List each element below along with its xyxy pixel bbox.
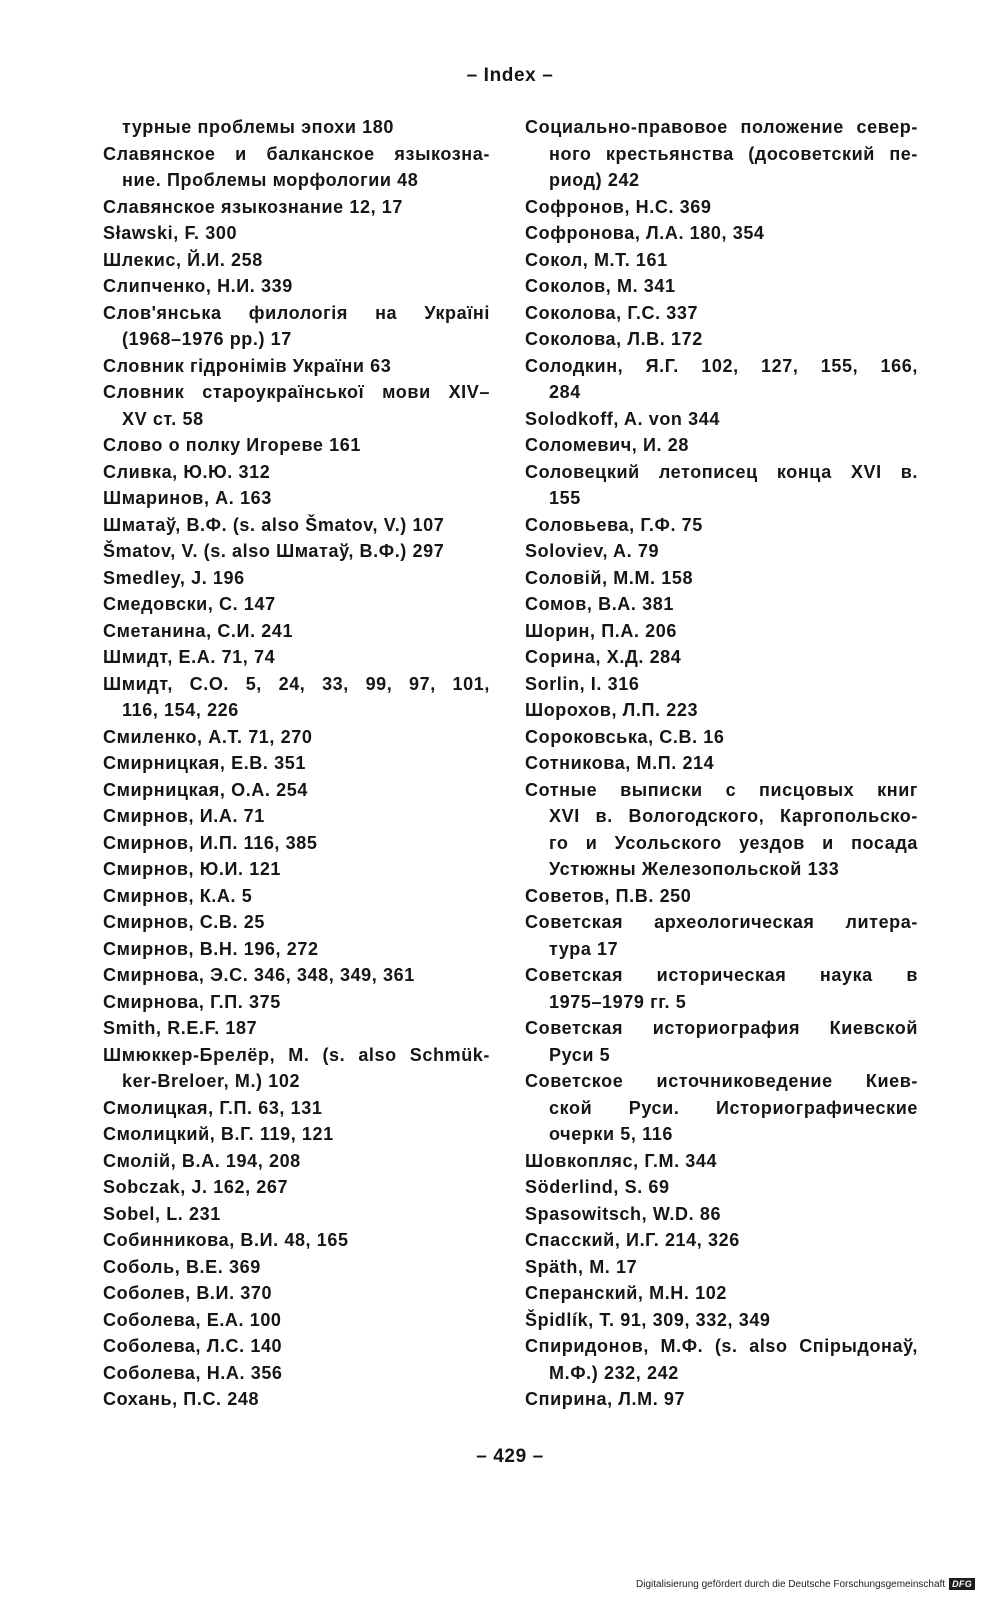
index-column-right	[525, 114, 918, 1413]
index-entry-line: Смирницкая, О.А. 254	[103, 779, 308, 800]
index-entry	[103, 989, 490, 1016]
index-entry-line: Смирнова, Г.П. 375	[103, 991, 281, 1012]
index-entry-line: ской Руси. Историографические	[549, 1097, 918, 1118]
index-entry	[525, 724, 918, 751]
index-entry-line: Слов'янська филологія на Україні	[103, 302, 490, 323]
index-entry-line: Solodkoff, A. von 344	[525, 408, 720, 429]
index-entry-line: XV ст. 58	[122, 408, 204, 429]
index-entry-line: Соболев, В.И. 370	[103, 1283, 273, 1303]
index-entry-line: М.Ф.) 232, 242	[549, 1362, 679, 1383]
index-entry	[525, 220, 918, 247]
index-entry-line: Шорин, П.А. 206	[525, 620, 677, 641]
index-entry-line: Шлекис, Й.И. 258	[103, 249, 263, 270]
index-entry-line: Сметанина, С.И. 241	[103, 620, 294, 641]
index-entry	[103, 353, 490, 380]
index-entry-line: 155	[549, 488, 581, 508]
index-entry-line: Смирнова, Э.С. 346, 348, 349, 361	[103, 965, 415, 985]
index-entry-line: Соловьева, Г.Ф. 75	[525, 514, 703, 535]
index-entry	[525, 1148, 918, 1175]
index-entry-line: Sobczak, J. 162, 267	[103, 1177, 289, 1197]
index-entry-line: Солодкин, Я.Г. 102, 127, 155, 166,	[525, 355, 918, 376]
index-entry	[103, 724, 490, 751]
index-entry-line: Соколова, Г.С. 337	[525, 302, 699, 323]
index-entry	[525, 273, 918, 300]
index-entry	[103, 1360, 490, 1387]
index-entry-line: 1975–1979 гг. 5	[549, 991, 687, 1012]
index-entry-line: Сокол, М.Т. 161	[525, 249, 668, 270]
index-entry-line: Сотные выписки с писцовых книг	[525, 779, 918, 800]
index-entry-line: Смирнов, Ю.И. 121	[103, 859, 282, 879]
index-entry	[103, 220, 490, 247]
index-entry	[525, 432, 918, 459]
index-entry	[103, 512, 490, 539]
index-entry-line: Советская историография Киевской	[525, 1018, 918, 1038]
index-entry-line: Словник староукраїнської мови XIV–	[103, 382, 490, 402]
index-entry-line: Славянское и балканское языкозна-	[103, 143, 490, 164]
index-entry-line: риод) 242	[549, 170, 640, 190]
index-entry	[103, 485, 490, 512]
index-entry-line: Смолицкий, В.Г. 119, 121	[103, 1124, 334, 1144]
index-entry	[525, 1280, 918, 1307]
index-entry	[525, 300, 918, 327]
index-entry-line: Сороковська, С.В. 16	[525, 726, 725, 747]
index-entry-line: Smith, R.E.F. 187	[103, 1018, 258, 1038]
index-entry-line: Смедовски, С. 147	[103, 594, 276, 614]
index-entry-line: Šmatov, V. (s. also Шматаў, В.Ф.) 297	[103, 541, 445, 561]
index-entry	[103, 618, 490, 645]
index-entry-line: Шорохов, Л.П. 223	[525, 700, 699, 720]
index-entry-line: Сомов, В.А. 381	[525, 594, 674, 614]
index-entry	[525, 883, 918, 910]
index-entry	[525, 644, 918, 671]
index-entry	[103, 194, 490, 221]
index-entry-line: Славянское языкознание 12, 17	[103, 196, 404, 217]
index-entry-line: Советов, П.В. 250	[525, 885, 692, 906]
index-entry	[103, 1227, 490, 1254]
index-entry-line: Spasowitsch, W.D. 86	[525, 1203, 722, 1224]
index-entry-line: Шмаринов, А. 163	[103, 488, 272, 508]
index-entry	[525, 538, 918, 565]
index-entry	[103, 856, 490, 883]
index-entry-line: ного крестьянства (досоветский пе-	[549, 143, 918, 164]
index-entry-line: Спиридонов, М.Ф. (s. also Спірыдонаў,	[525, 1336, 918, 1356]
index-entry	[525, 618, 918, 645]
digitization-footer	[636, 1578, 975, 1590]
index-entry	[103, 1201, 490, 1228]
index-entry-line: Смирнов, К.А. 5	[103, 885, 253, 906]
index-entry-line: Шмюккер-Брелёр, М. (s. also Schmük-	[103, 1044, 490, 1065]
index-entry	[103, 671, 490, 724]
index-entry-line: Смирницкая, Е.В. 351	[103, 753, 306, 773]
index-entry-line: 116, 154, 226	[122, 700, 239, 720]
index-entry-line: Словник гідронімів України 63	[103, 355, 392, 376]
index-entry	[525, 1068, 918, 1148]
index-entry	[103, 1254, 490, 1281]
index-entry-line: Soloviev, A. 79	[525, 541, 660, 561]
index-entry-line: Соболева, Е.А. 100	[103, 1309, 282, 1330]
index-entry	[525, 114, 918, 194]
index-entry-line: Смолицкая, Г.П. 63, 131	[103, 1097, 323, 1118]
index-entry-line: Смирнов, С.В. 25	[103, 912, 265, 932]
index-entry	[525, 1227, 918, 1254]
index-entry-line: Шмидт, Е.А. 71, 74	[103, 647, 276, 667]
index-entry	[103, 883, 490, 910]
index-entry	[525, 565, 918, 592]
index-entry	[103, 1386, 490, 1413]
index-entry-line: Советская историческая наука в	[525, 965, 918, 985]
index-entry-line: Sławski, F. 300	[103, 223, 238, 243]
index-entry-line: Söderlind, S. 69	[525, 1177, 670, 1197]
index-entry-line: Smedley, J. 196	[103, 567, 245, 588]
index-entry	[103, 909, 490, 936]
index-entry	[103, 1148, 490, 1175]
index-entry-line: Устюжны Железопольской 133	[549, 859, 840, 879]
index-entry	[103, 803, 490, 830]
index-entry-line: Соболева, Л.С. 140	[103, 1336, 283, 1356]
dfg-logo: DFG	[949, 1578, 975, 1590]
index-entry	[525, 1015, 918, 1068]
index-entry-line: XVI в. Вологодского, Каргопольско-	[549, 806, 918, 826]
continued-entry-line: турные проблемы эпохи 180	[122, 117, 394, 137]
index-entry-line: Софронова, Л.А. 180, 354	[525, 223, 765, 243]
index-entry	[525, 750, 918, 777]
index-entry-line: Спасский, И.Г. 214, 326	[525, 1230, 740, 1250]
index-entry	[525, 909, 918, 962]
index-entry	[525, 459, 918, 512]
index-entry-line: Späth, M. 17	[525, 1256, 638, 1277]
index-entry	[525, 1254, 918, 1281]
index-entry-line: очерки 5, 116	[549, 1124, 673, 1144]
index-entry-line: ние. Проблемы морфологии 48	[122, 170, 419, 190]
page-number: – 429 –	[476, 1446, 544, 1467]
index-entry-line: Смирнов, И.П. 116, 385	[103, 832, 318, 853]
running-head: – Index –	[466, 65, 554, 86]
index-entry-line: Шматаў, В.Ф. (s. also Šmatov, V.) 107	[103, 514, 445, 535]
index-entry	[103, 432, 490, 459]
index-entry	[525, 1386, 918, 1413]
index-entry	[103, 247, 490, 274]
index-entry-line: Слипченко, Н.И. 339	[103, 276, 293, 296]
index-entry	[525, 671, 918, 698]
index-entry	[103, 1095, 490, 1122]
index-entry-line: Слово о полку Игореве 161	[103, 435, 361, 455]
index-entry-line: Соболь, В.Е. 369	[103, 1256, 261, 1277]
index-entry	[525, 326, 918, 353]
index-entry-line: Сорина, Х.Д. 284	[525, 647, 682, 667]
index-entry	[525, 1333, 918, 1386]
index-entry-line: Соловецкий летописец конца XVI в.	[525, 461, 918, 482]
index-entry	[525, 1174, 918, 1201]
index-entry-line: Сперанский, М.Н. 102	[525, 1283, 727, 1303]
index-entry	[103, 1280, 490, 1307]
index-entry-line: Соколов, М. 341	[525, 276, 676, 296]
index-entry-line: Соболева, Н.А. 356	[103, 1362, 283, 1383]
index-entry	[525, 247, 918, 274]
index-entry	[103, 141, 490, 194]
index-entry-line: Сотникова, М.П. 214	[525, 753, 715, 773]
index-entry	[103, 750, 490, 777]
index-entry-line: Špidlík, T. 91, 309, 332, 349	[525, 1309, 771, 1330]
index-entry	[103, 1174, 490, 1201]
index-entry	[525, 962, 918, 1015]
index-entry	[103, 777, 490, 804]
index-entry	[525, 353, 918, 406]
index-entry	[103, 1042, 490, 1095]
index-entry-line: Sorlin, I. 316	[525, 673, 640, 694]
index-entry	[525, 194, 918, 221]
index-entry-line: Руси 5	[549, 1044, 611, 1065]
index-entry-line: Смолій, В.А. 194, 208	[103, 1150, 301, 1171]
index-entry-line: Собинникова, В.И. 48, 165	[103, 1230, 349, 1250]
index-entry-line: тура 17	[549, 938, 619, 959]
index-entry-line: Спирина, Л.М. 97	[525, 1389, 686, 1409]
index-entry-line: Соловій, М.М. 158	[525, 567, 694, 588]
index-entry	[103, 565, 490, 592]
index-entry-line: Соколова, Л.В. 172	[525, 329, 703, 349]
index-entry-line: Sobel, L. 231	[103, 1203, 221, 1224]
index-entry-line: Советское источниковедение Киев-	[525, 1071, 918, 1091]
index-entry	[525, 1307, 918, 1334]
index-entry-line: Сливка, Ю.Ю. 312	[103, 461, 271, 482]
index-entry	[525, 697, 918, 724]
index-entry	[103, 379, 490, 432]
index-entry-line: 284	[549, 382, 581, 402]
index-entry	[103, 591, 490, 618]
index-entry-line: Советская археологическая литера-	[525, 912, 918, 932]
index-column-left	[103, 114, 490, 1413]
index-entry	[525, 1201, 918, 1228]
index-entry	[525, 406, 918, 433]
index-entry	[103, 1333, 490, 1360]
index-entry-line: го и Усольского уездов и посада	[549, 832, 918, 853]
index-entry	[525, 512, 918, 539]
index-entry	[103, 936, 490, 963]
index-entry-line: Смирнов, В.Н. 196, 272	[103, 938, 319, 959]
index-entry	[103, 459, 490, 486]
index-entry-line: Софронов, Н.С. 369	[525, 196, 712, 217]
index-entry	[103, 644, 490, 671]
index-entry-line: Шовкопляс, Г.М. 344	[525, 1150, 718, 1171]
index-entry	[103, 1307, 490, 1334]
index-entry-line: Социально-правовое положение север-	[525, 117, 918, 137]
index-entry	[103, 1121, 490, 1148]
index-entry	[103, 830, 490, 857]
index-entry	[103, 538, 490, 565]
index-entry-line: Соломевич, И. 28	[525, 435, 689, 455]
index-entry	[525, 777, 918, 883]
index-entry-line: Смиленко, А.Т. 71, 270	[103, 726, 313, 747]
index-entry-line: Шмидт, С.О. 5, 24, 33, 99, 97, 101,	[103, 673, 490, 694]
index-entry	[103, 1015, 490, 1042]
index-entry-line: ker-Breloer, M.) 102	[122, 1071, 301, 1091]
funding-note: Digitalisierung gefördert durch die Deutsche Forschungsgemeinschaft	[636, 1578, 946, 1590]
index-entry-line: (1968–1976 рр.) 17	[122, 329, 292, 349]
index-entry-line: Сохань, П.С. 248	[103, 1389, 260, 1409]
index-entry	[525, 591, 918, 618]
index-entry	[103, 300, 490, 353]
index-entry	[103, 273, 490, 300]
index-entry-line: Смирнов, И.А. 71	[103, 806, 265, 826]
index-entry	[103, 962, 490, 989]
